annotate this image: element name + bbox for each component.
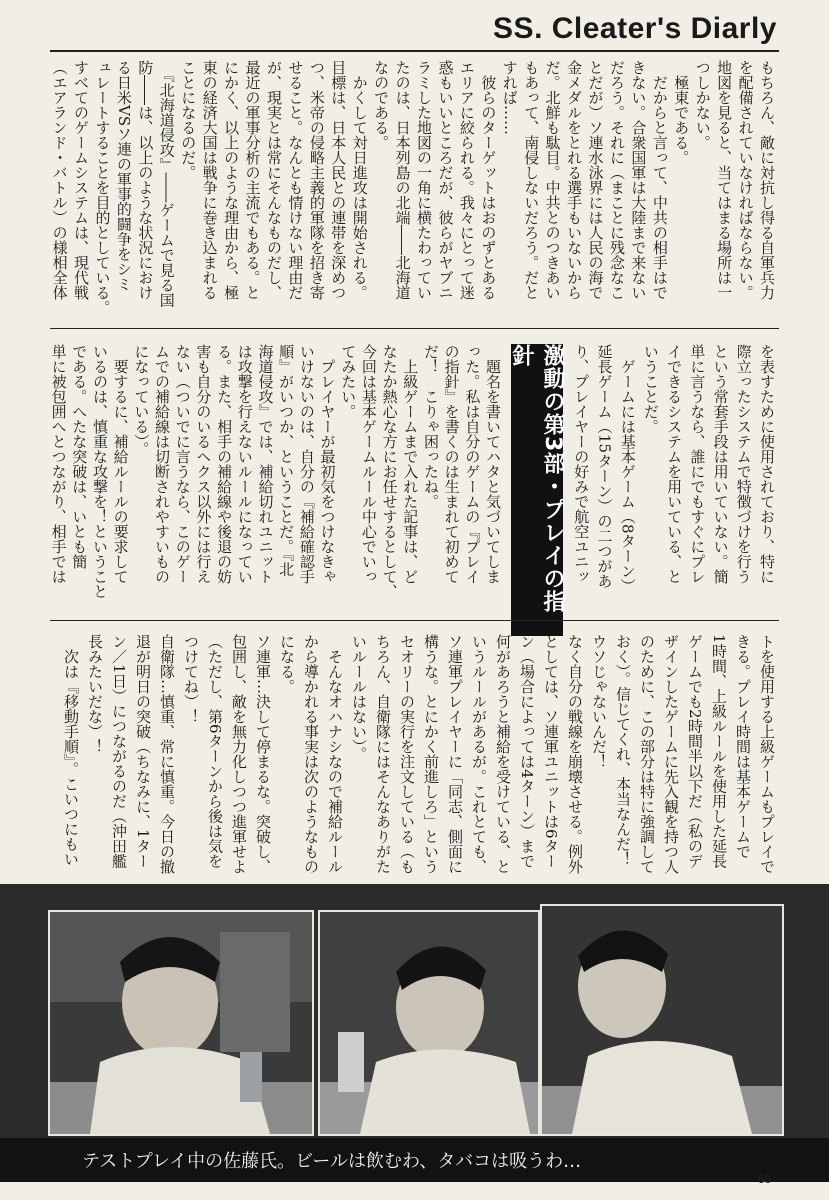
text-column: 題名を書いてハタと気づいてしま	[484, 344, 502, 584]
text-column: かくして対日進攻は開始される。	[350, 60, 369, 300]
text-column: 何があろうと補給を受けている、と	[494, 634, 512, 874]
text-column: イできるシステムを用いている、と	[665, 344, 684, 584]
text-column: 上級ゲームまで入れた記事は、ど	[401, 344, 420, 584]
text-column: 単に被包囲へとつながり、相手では	[50, 344, 68, 584]
text-column: ザインしたゲームに先入観を持つ人	[662, 634, 680, 874]
text-column: ン（場合によっては4ターン）まで	[518, 634, 536, 869]
text-column: 順』がいつか、ということだ。『北	[277, 344, 296, 577]
photo-middle	[318, 910, 540, 1136]
text-column: 防――は、以上のような状況におけ	[136, 60, 155, 300]
text-column: 最近の軍事分析の主流でもある。と	[243, 60, 262, 300]
text-column: なのである。	[372, 60, 391, 150]
text-column: である。へたな突破は、いとも簡	[70, 344, 89, 569]
page-number: 66	[757, 1172, 771, 1186]
text-column: おく）。信じてくれ、本当なんだ！	[614, 634, 632, 867]
photo-right	[540, 904, 784, 1136]
text-column: てみたい。	[339, 344, 358, 419]
text-column: ウソじゃないんだ！	[590, 634, 608, 769]
text-column: なたか熱心な方にお任せするとして、	[380, 344, 399, 599]
text-column: 自衛隊…慎重、常に慎重。今日の撤	[158, 634, 176, 874]
text-column: 彼らのターゲットはおのずとある	[479, 60, 498, 300]
text-column: だからと言って、中共の相手はで	[650, 60, 669, 300]
text-column: ムでの補給線は切断されやすいもの	[153, 344, 171, 584]
man-playing-board-game-icon	[50, 912, 312, 1134]
text-column: きない。合衆国軍は大陸まで来ない	[629, 60, 648, 300]
text-column: プレイヤーが最初気をつけなきゃ	[318, 344, 337, 584]
text-column: 要するに、補給ルールの要求して	[111, 344, 130, 584]
section-divider-2	[50, 620, 779, 621]
text-column: 東の経済大国は戦争に巻き込まれる	[200, 60, 219, 300]
text-column: だろう。それに（まことに残念なこ	[607, 60, 626, 300]
header-rule	[50, 50, 779, 52]
text-column: そんなオハナシなので補給ルール	[326, 634, 344, 874]
text-column: いルールはない）。	[350, 634, 368, 762]
text-column: った。私は自分のゲームの『プレイ	[463, 344, 482, 584]
text-column: 長みたいだな）！	[86, 634, 104, 754]
text-column: になる。	[278, 634, 296, 694]
text-column: 次は『移動手順』。こいつにもい	[62, 634, 80, 867]
text-column: 害も自分のいるヘクス以外には行え	[194, 344, 213, 584]
man-playing-board-game-icon	[320, 912, 538, 1134]
text-column: エリアに絞られる。我々にとって迷	[457, 60, 476, 300]
text-column: から導かれる事実は次のようなもの	[302, 634, 320, 874]
section-1-text	[50, 60, 779, 318]
text-column: きる。プレイ時間は基本ゲームで	[734, 634, 752, 859]
text-column: が、現実とは常にそんなものだし、	[264, 60, 283, 300]
text-column: る。また、相手の補給線や後退の妨	[215, 344, 234, 584]
text-column: 惑もいいところだが、彼らがヤブニ	[436, 60, 455, 300]
text-column: ン／1日）につながるのだ（沖田艦	[110, 634, 128, 869]
photo-left	[48, 910, 314, 1136]
text-column: 包囲し、敵を無力化しつつ進軍せよ	[230, 634, 248, 874]
text-column: （ただし、第6ターンから後は気を	[206, 634, 224, 869]
photo-strip	[0, 884, 829, 1154]
section-2-text-left	[50, 344, 505, 610]
section-3-text	[50, 634, 779, 880]
text-column: たのは、日本列島の北端――北海道	[393, 60, 412, 300]
text-column: つ、米帝の侵略主義的軍隊を招き寄	[307, 60, 326, 300]
text-column: という常套手段は用いていない。簡	[711, 344, 730, 584]
text-column: としては、ソ連軍ユニットは6ター	[542, 634, 560, 869]
text-column: 延長ゲーム（15ターン）の二つがあ	[595, 344, 614, 589]
text-column: セオリーの実行を注文している（も	[398, 634, 416, 874]
text-column: ゲームでも2時間半以下だ（私のデ	[686, 634, 704, 869]
text-column: 『北海道侵攻』――ゲームで見る国	[157, 60, 176, 308]
text-column: り、プレイヤーの好みで航空ユニッ	[572, 344, 591, 584]
text-column: ラミした地図の一角に横たわってい	[415, 60, 433, 300]
text-column: つけてね）！	[182, 634, 200, 724]
text-column: 単に言うなら、誰にでもすぐにプレ	[688, 344, 707, 584]
text-column: もちろん、敵に対抗し得る自軍兵力	[758, 60, 776, 300]
text-column: だ。北鮮も駄目。中共とのつきあい	[543, 60, 562, 300]
man-playing-board-game-icon	[542, 906, 782, 1134]
text-column: のために、この部分は特に強調して	[638, 634, 656, 874]
text-column: 極東である。	[672, 60, 691, 165]
text-column: 今回は基本ゲームルール中心でいっ	[360, 344, 378, 584]
text-column: 際立ったシステムで特徴づけを行う	[734, 344, 753, 584]
page-header-title: SS. Cleater's Diarly	[493, 12, 777, 45]
text-column: いうルールがあるが。これとても、	[470, 634, 488, 874]
text-column: すべてのゲームシステムは、現代戦	[72, 60, 90, 300]
text-column: を表すために使用されており、特に	[758, 344, 776, 584]
text-column: 1時間、上級ルールを使用した延長	[710, 634, 728, 869]
text-column: とだが）ソ連水泳界には人民の海で	[586, 60, 605, 300]
text-column: いうことだ。	[641, 344, 660, 434]
text-column: （エアランド・バトル）の様相全体	[50, 60, 69, 300]
text-column: を配備されていなければならない。	[736, 60, 755, 300]
section-2-text-right	[570, 344, 779, 610]
text-column: ソ連軍…決して停まるな。突破し、	[254, 634, 272, 874]
text-column: せること。なんとも情けない理由だ	[286, 60, 305, 300]
text-column: にかく、以上のような理由から、極	[222, 60, 241, 300]
text-column: ゲームには基本ゲーム（8ターン）	[618, 344, 637, 594]
text-column: 地図を見ると、当てはまる場所は一	[715, 60, 734, 300]
text-column: 目標は、日本人民との連帯を深めつ	[329, 60, 348, 300]
text-column: 金メダルをとれる選手もいないから	[565, 60, 584, 300]
text-column: 海道侵攻』では、補給切れユニット	[256, 344, 275, 584]
section-heading: 激動の第3部・プレイの指針	[511, 344, 563, 636]
text-column: もあって、南侵しないだろう。だと	[522, 60, 541, 300]
text-column: 構うな。とにかく前進しろ」という	[422, 634, 440, 874]
text-column: る日米VSソ連の軍事的闘争をシミ	[114, 60, 133, 292]
text-column: ことになるのだ。	[179, 60, 198, 180]
text-column: つしかない。	[693, 60, 712, 150]
text-column: の指針』を書くのは生まれて初めて	[442, 344, 461, 584]
section-divider-1	[50, 328, 779, 329]
text-column: になっている）。	[132, 344, 151, 457]
text-column: なく自分の戦線を崩壊させる。例外	[566, 634, 584, 874]
text-column: ュレートすることを目的としている。	[93, 60, 112, 315]
text-column: ない（ついでに言うなら、このゲー	[174, 344, 192, 584]
text-column: トを使用する上級ゲームもプレイで	[758, 634, 776, 874]
text-column: だ！ こりゃ困ったね。	[422, 344, 440, 509]
text-column: は攻撃を行えないルールになってい	[236, 344, 254, 584]
text-column: すれば……	[500, 60, 519, 135]
text-column: ちろん、自衛隊にはそんなありがた	[374, 634, 392, 874]
text-column: いるのは、慎重な攻撃を！ということ	[91, 344, 109, 599]
photo-caption: テストプレイ中の佐藤氏。ビールは飲むわ、タバコは吸うわ…	[0, 1138, 829, 1182]
text-column: いけないのは、自分の『補給確認手	[298, 344, 316, 584]
text-column: ソ連軍プレイヤーに「同志、側面に	[446, 634, 464, 874]
text-column: 退が明日の突破（ちなみに、1ター	[134, 634, 152, 869]
